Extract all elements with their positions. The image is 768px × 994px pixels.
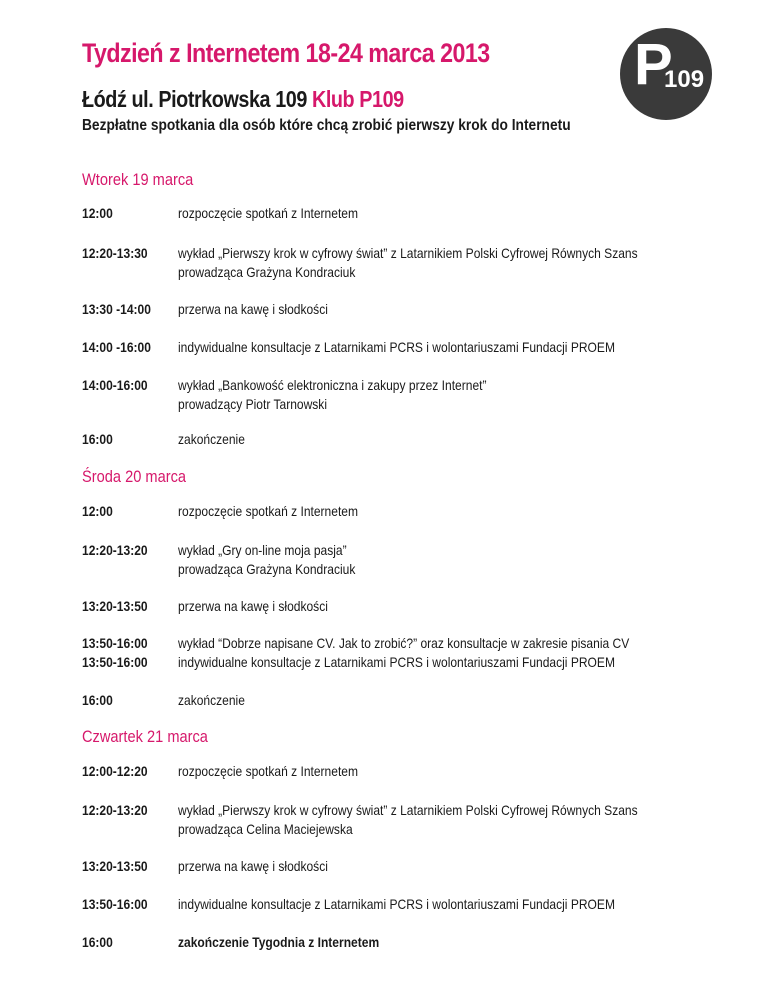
event-description [178,338,615,357]
event-time: 12:20-13:30 [82,245,148,261]
event-time: 13:50-16:00 [82,654,148,670]
page-title: Tydzień z Internetem 18-24 marca 2013 [82,38,490,68]
event-time: 13:50-16:00 [82,896,148,912]
event-description [178,857,328,876]
event-time: 16:00 [82,692,113,708]
event-line: przerwa na kawę i słodkości [178,858,328,874]
event-time: 14:00-16:00 [82,377,148,393]
event-description [178,691,245,710]
event-time: 13:30 -14:00 [82,301,151,317]
event-time: 13:20-13:50 [82,598,148,614]
event-line: przerwa na kawę i słodkości [178,301,328,317]
event-line: rozpoczęcie spotkań z Internetem [178,503,359,519]
event-line: wykład „Pierwszy krok w cyfrowy świat” z Latarnikiem Polski Cyfrowej Równych Szans [178,802,638,818]
event-line: zakończenie [178,431,245,447]
event-line: prowadząca Grażyna Kondraciuk [178,264,356,280]
event-description [178,597,328,616]
event-line: zakończenie [178,692,245,708]
event-time: 12:00 [82,205,113,221]
event-description [178,244,638,282]
event-line: rozpoczęcie spotkań z Internetem [178,205,359,221]
club-logo [620,28,712,120]
event-time: 12:00 [82,503,113,519]
event-description [178,634,629,653]
event-line: prowadząca Celina Maciejewska [178,821,353,837]
event-time: 16:00 [82,431,113,447]
event-description [178,762,358,781]
day-heading-tuesday: Wtorek 19 marca [82,170,194,189]
event-description [178,430,245,449]
event-time: 13:50-16:00 [82,635,148,651]
event-description [178,376,486,414]
event-line: rozpoczęcie spotkań z Internetem [178,763,359,779]
event-line: wykład „Pierwszy krok w cyfrowy świat” z Latarnikiem Polski Cyfrowej Równych Szans [178,245,638,261]
day-heading-thursday: Czwartek 21 marca [82,727,208,746]
logo-number: 109 [664,66,705,93]
event-line: prowadząca Grażyna Kondraciuk [178,561,356,577]
club-name: Klub P109 [311,86,404,112]
day-heading-wednesday: Środa 20 marca [82,467,187,486]
location-line [82,86,404,113]
event-line: indywidualne konsultacje z Latarnikami PCRS i wolontariuszami Fundacji PROEM [178,654,615,670]
event-line: indywidualne konsultacje z Latarnikami PCRS i wolontariuszami Fundacji PROEM [178,339,615,355]
event-line: wykład „Gry on-line moja pasja” [178,542,347,558]
event-description [178,895,615,914]
event-line: wykład “Dobrze napisane CV. Jak to zrobić?” oraz konsultacje w zakresie pisania CV [178,635,630,651]
event-description [178,933,379,952]
event-description [178,653,615,672]
event-line: indywidualne konsultacje z Latarnikami PCRS i wolontariuszami Fundacji PROEM [178,896,615,912]
event-description [178,502,358,521]
event-time: 16:00 [82,934,113,950]
event-time: 12:00-12:20 [82,763,148,779]
event-time: 13:20-13:50 [82,858,148,874]
event-time: 12:20-13:20 [82,542,148,558]
event-description [178,801,638,839]
logo-letter: P [634,32,671,97]
event-line: przerwa na kawę i słodkości [178,598,328,614]
address: Łódź ul. Piotrkowska 109 [82,86,307,112]
event-description [178,300,328,319]
event-line: zakończenie Tygodnia z Internetem [178,934,380,950]
event-time: 14:00 -16:00 [82,339,151,355]
poster [82,0,732,994]
event-time: 12:20-13:20 [82,802,148,818]
event-line: wykład „Bankowość elektroniczna i zakupy przez Internet” [178,377,487,393]
event-description [178,541,355,579]
event-line: prowadzący Piotr Tarnowski [178,396,328,412]
tagline: Bezpłatne spotkania dla osób które chcą zrobić pierwszy krok do Internetu [82,117,571,134]
event-description [178,204,358,223]
